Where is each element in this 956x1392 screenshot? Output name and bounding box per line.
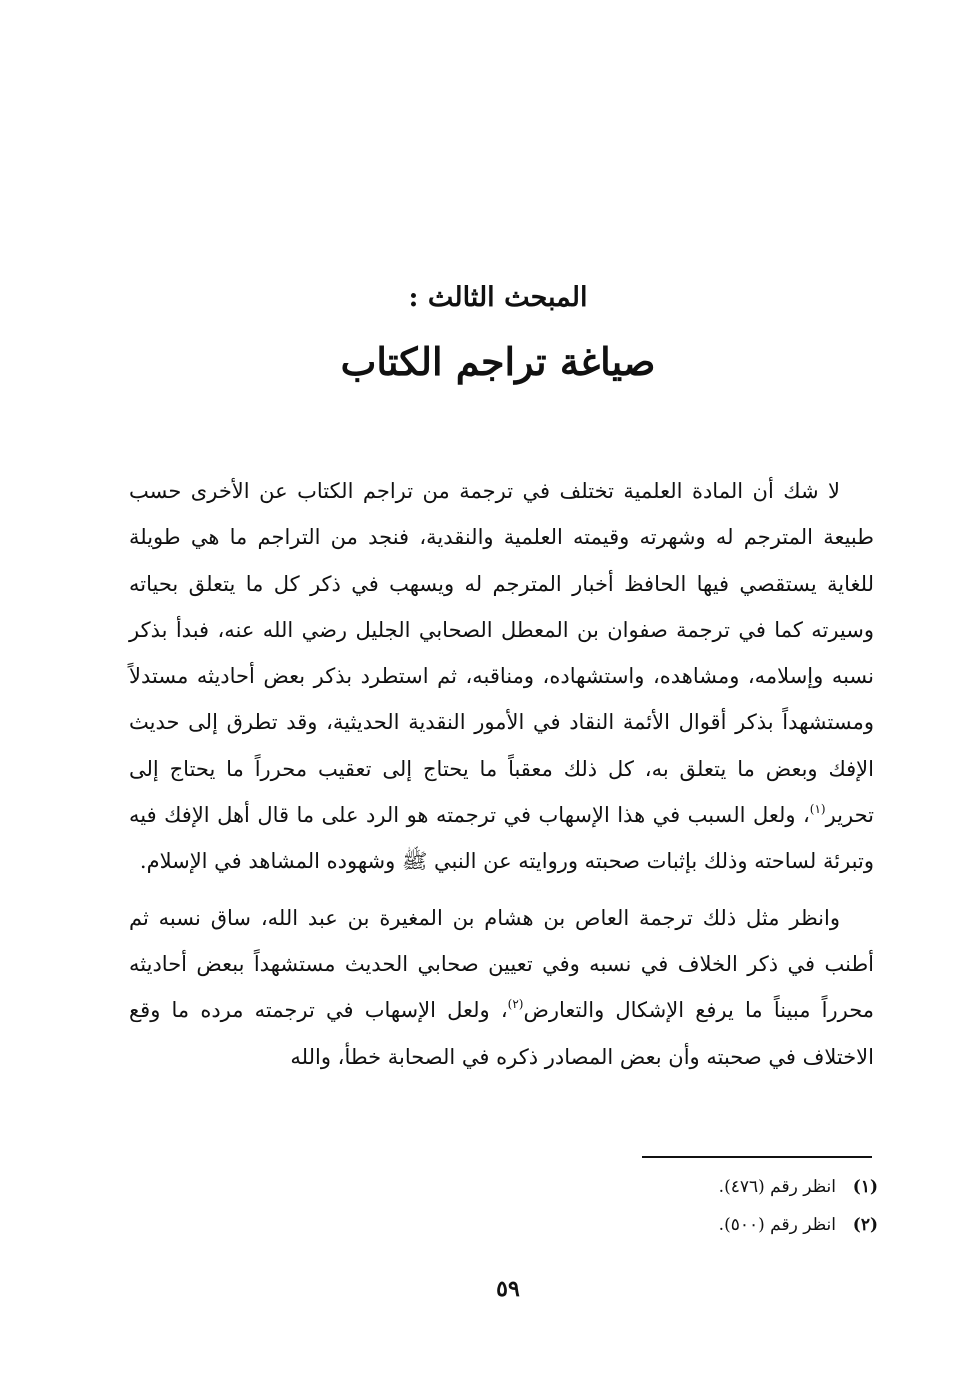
paragraph-2: [129, 895, 874, 1080]
footnote-number: (٢): [852, 1215, 878, 1235]
paragraph-1-text-b: ، ولعل السبب في هذا الإسهاب في ترجمته هو الرد على ما قال أهل الإفك فيه وتبرئة لساحته وذلك بإثبات صحبته وروايته عن النبي ﷺ وشهوده المشاهد في الإسلام.: [129, 803, 874, 874]
footnote-divider: [642, 1156, 872, 1158]
footnotes: [133, 1168, 878, 1244]
chapter-title: صياغة تراجم الكتاب: [340, 339, 656, 384]
paragraph-2-text-b: ، ولعل الإسهاب في ترجمته مرده ما وقع الاختلاف في صحبته وأن بعض المصادر ذكره في الصحابة خطأ، والله: [129, 998, 874, 1069]
footnote-2: [133, 1206, 878, 1244]
footnote-text: انظر رقم (٤٧٦).: [718, 1177, 836, 1197]
footnote-ref-2: (٢): [507, 997, 524, 1012]
paragraph-1-text-a: لا شك أن المادة العلمية تختلف في ترجمة من تراجم الكتاب عن الأخرى حسب طبيعة المترجم له وشهرته وقيمته العلمية والنقدية، فنجد من التراجم ما هي طويلة للغاية يستقصي فيها الحافظ أخبار المترجم له ويسهب في ذكر كل ما يتعلق بحياته وسيرته كما في ترجمة صفوان بن المعطل الصحابي الجليل رضي الله عنه، فبدأ بذكر نسبه وإسلامه، ومشاهده، واستشهاده، ومناقبه، ثم استطرد بذكر بعض أحاديثه مستدلاً ومستشهداً بذكر أقوال الأئمة النقاد في الأمور النقدية الحديثية، وقد تطرق إلى حديث الإفك وبعض ما يتعلق به، كل ذلك معقباً ما يحتاج إلى تعقيب محرراً ما يحتاج إلى تحرير: [129, 479, 874, 828]
body-text: [129, 468, 874, 1080]
paragraph-2-text-a: وانظر مثل ذلك ترجمة العاص بن هشام بن المغيرة بن عبد الله، ساق نسبه ثم أطنب في ذكر الخلاف في نسبه وفي تعيين صحابي الحديث مستشهداً ببعض أحاديثه محرراً مبيناً ما يرفع الإشكال والتعارض: [129, 905, 875, 1023]
footnote-text: انظر رقم (٥٠٠).: [718, 1215, 836, 1235]
footnote-ref-1: (١): [809, 802, 826, 817]
footnote-1: [133, 1168, 878, 1206]
paragraph-1: [129, 468, 874, 885]
footnote-number: (١): [852, 1177, 878, 1197]
page-number: ٥٩: [496, 1276, 520, 1302]
section-label: المبحث الثالث :: [408, 282, 588, 313]
